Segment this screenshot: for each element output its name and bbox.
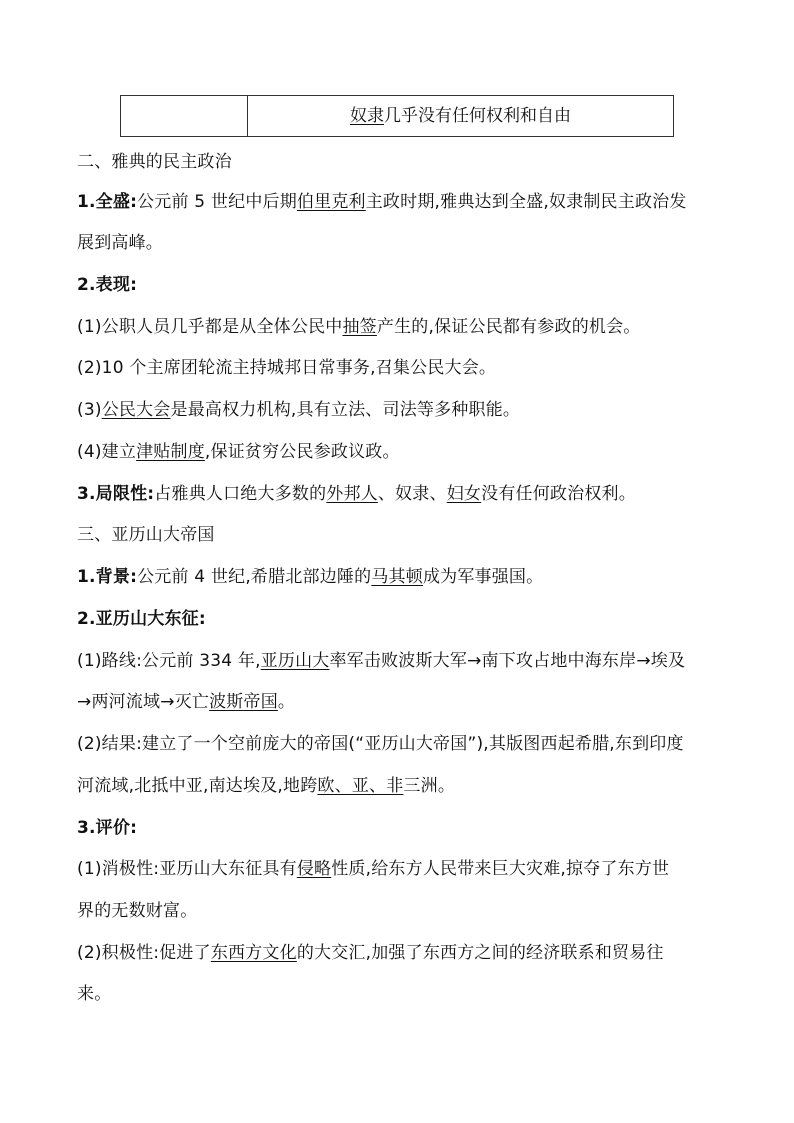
list-item-result-line2: [77, 774, 727, 798]
underlined-term-continents: 欧、亚、非: [317, 776, 404, 796]
list-item-allowance: [77, 440, 727, 464]
underlined-term-macedon: 马其顿: [371, 567, 423, 587]
underlined-term-east-west-culture: 东西方文化: [210, 943, 297, 963]
underlined-term-foreigners: 外邦人: [326, 484, 378, 504]
list-item-positive-line1: [77, 941, 727, 965]
underlined-term-aggression: 侵略: [296, 859, 332, 879]
table-text-post: 几乎没有任何权利和自由: [384, 106, 571, 126]
section-heading-alexander-empire: 三、亚历山大帝国: [77, 525, 215, 545]
text-run: 、奴隶、: [377, 484, 447, 504]
list-item-negative-line2: 界的无数财富。: [77, 901, 198, 921]
text-run: 公元前 4 世纪,希腊北部边陲的: [137, 567, 372, 587]
text-run: ,保证贫穷公民参政议政。: [204, 442, 400, 462]
underlined-term-persian-empire: 波斯帝国: [209, 692, 278, 712]
item-label-expedition: 2.亚历山大东征:: [77, 609, 206, 629]
text-run: 成为军事强国。: [422, 567, 544, 587]
table-cell-empty: [121, 96, 248, 137]
text-run: 占雅典人口绝大多数的: [154, 484, 327, 504]
underlined-term-assembly: 公民大会: [101, 400, 171, 420]
text-run: 三洲。: [403, 776, 456, 796]
paragraph-limitations: [77, 482, 727, 506]
text-run: (4)建立: [77, 442, 137, 462]
text-run: 。: [277, 692, 296, 712]
list-item-lottery: [77, 315, 727, 339]
table-row: [121, 96, 674, 137]
text-run: 没有任何政治权利。: [481, 484, 636, 504]
text-run: →两河流域→灭亡: [77, 692, 210, 712]
text-run: 率军击败波斯大军→南下攻占地中海东岸→埃及: [329, 651, 686, 671]
text-run: 河流域,北抵中亚,南达埃及,地跨: [77, 776, 318, 796]
text-run: 性质,给东方人民带来巨大灾难,掠夺了东方世: [331, 859, 670, 879]
text-run: (1)公职人员几乎都是从全体公民中: [77, 317, 343, 337]
section-heading-athens-democracy: 二、雅典的民主政治: [77, 152, 232, 172]
text-run: 公元前 5 世纪中后期: [137, 192, 297, 212]
list-item-assembly: [77, 398, 727, 422]
item-label-limitations: 3.局限性:: [77, 484, 155, 504]
paragraph-background: [77, 565, 727, 589]
table-underlined-term: 奴隶: [350, 106, 384, 126]
text-run: (1)消极性:亚历山大东征具有: [77, 859, 297, 879]
underlined-term-women: 妇女: [446, 484, 482, 504]
underlined-term-alexander: 亚历山大: [260, 651, 330, 671]
list-item-presidium: (2)10 个主席团轮流主持城邦日常事务,召集公民大会。: [77, 358, 497, 378]
list-item-result-line1: (2)结果:建立了一个空前庞大的帝国(“亚历山大帝国”),其版图西起希腊,东到印度: [77, 734, 684, 754]
summary-table: [120, 95, 674, 137]
paragraph-prosperity-line1: [77, 190, 727, 214]
text-run: (1)路线:公元前 334 年,: [77, 651, 261, 671]
text-run: 主政时期,雅典达到全盛,奴隶制民主政治发: [365, 192, 687, 212]
item-label-manifestation: 2.表现:: [77, 275, 138, 295]
underlined-term-allowance: 津贴制度: [136, 442, 205, 462]
text-run: 的大交汇,加强了东西方之间的经济联系和贸易往: [296, 943, 664, 963]
text-run: (2)积极性:促进了: [77, 943, 211, 963]
item-label-evaluation: 3.评价:: [77, 818, 138, 838]
text-run: (3): [77, 400, 102, 420]
text-run: 产生的,保证公民都有参政的机会。: [376, 317, 641, 337]
list-item-route-line1: [77, 649, 727, 673]
table-cell-text: [248, 96, 674, 137]
item-label-prosperity: 1.全盛:: [77, 192, 138, 212]
list-item-negative-line1: [77, 857, 727, 881]
paragraph-prosperity-line2: 展到高峰。: [77, 233, 163, 253]
underlined-term-lottery: 抽签: [342, 317, 377, 337]
item-label-background: 1.背景:: [77, 567, 138, 587]
underlined-term-pericles: 伯里克利: [296, 192, 366, 212]
text-run: 是最高权力机构,具有立法、司法等多种职能。: [170, 400, 521, 420]
list-item-route-line2: [77, 690, 727, 714]
list-item-positive-line2: 来。: [77, 984, 112, 1004]
